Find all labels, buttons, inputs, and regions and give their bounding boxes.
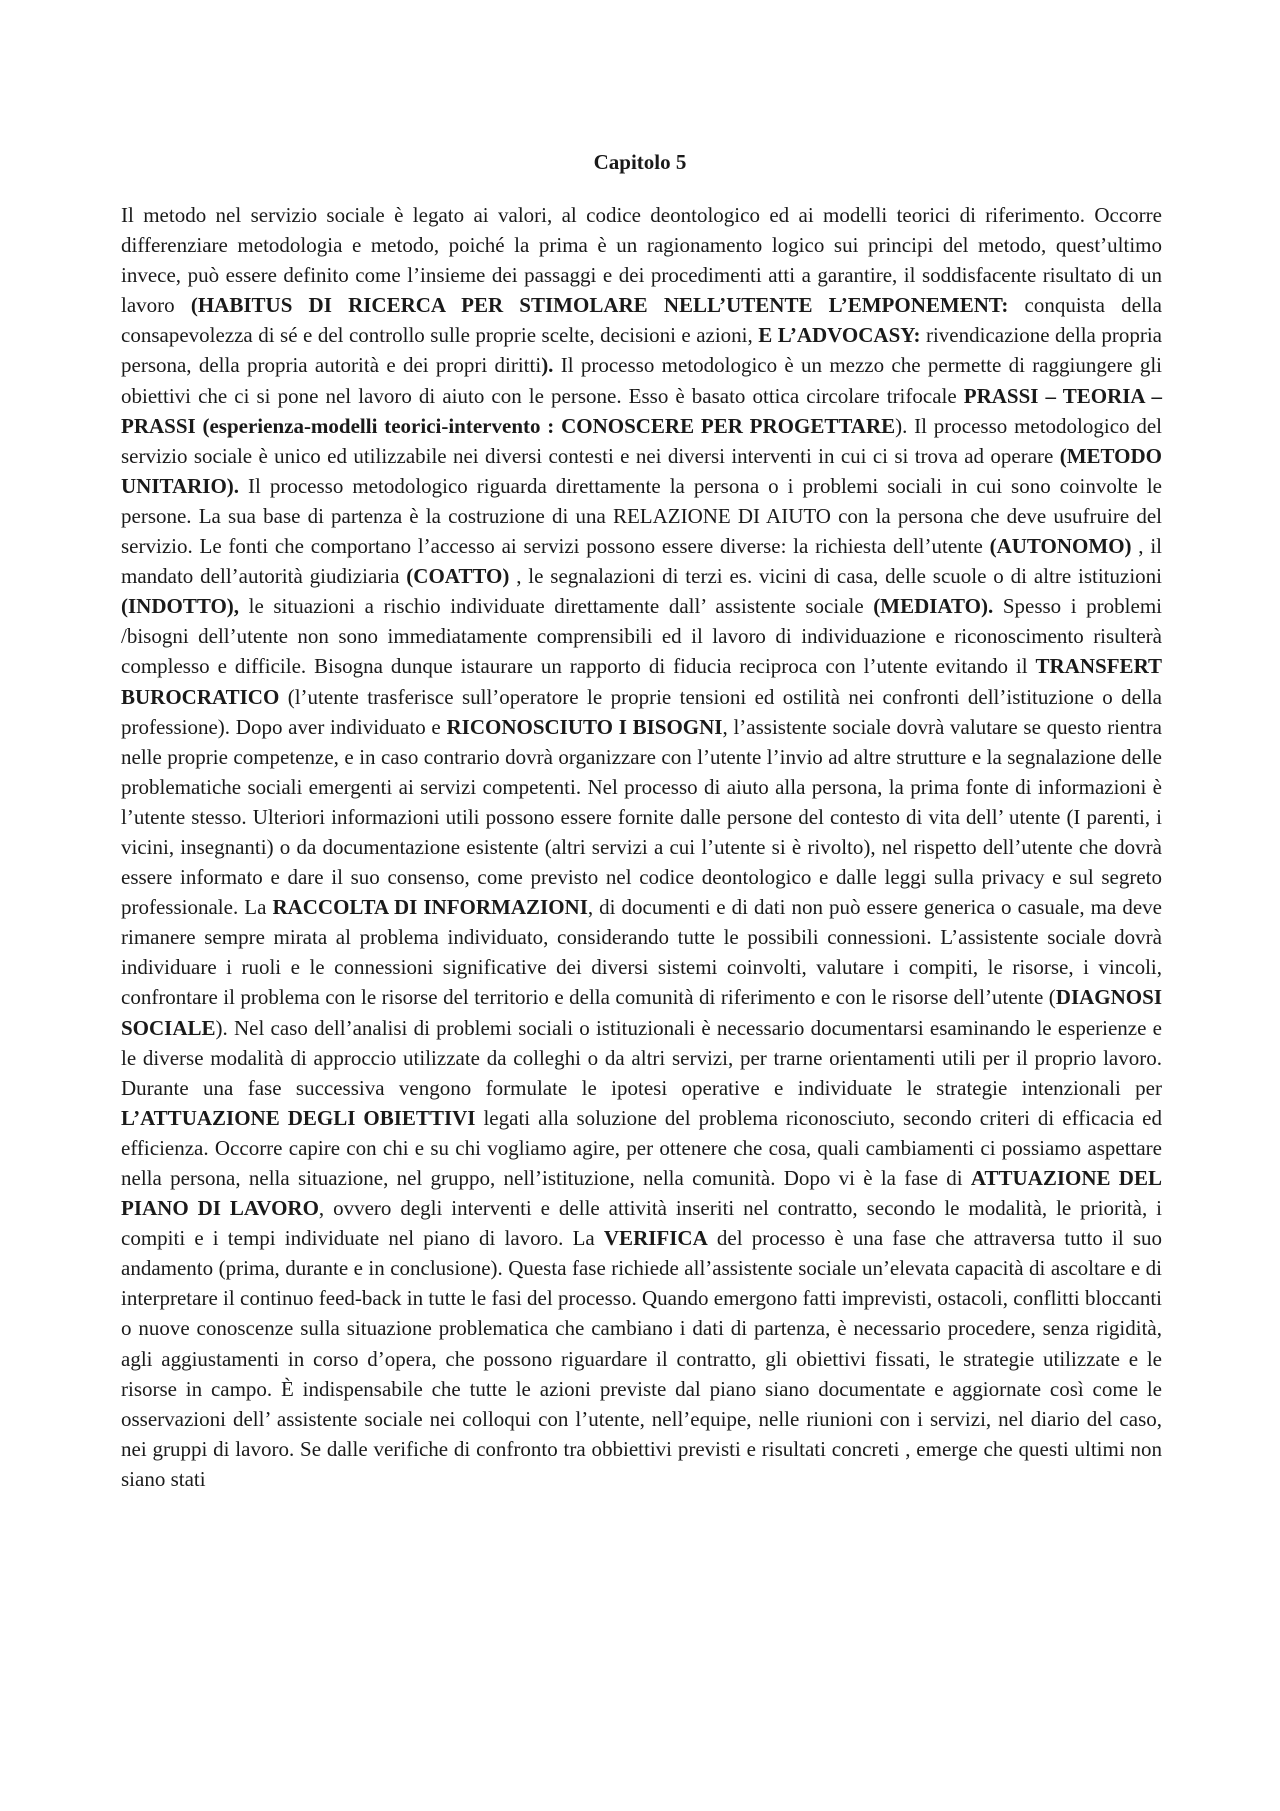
- text-run: Il processo metodologico riguarda direttamente la persona o i problemi sociali in cui sono coinvolte le persone. La sua base di partenza è la costruzione di una RELAZIONE DI AIUTO con la persona che deve usufruire del servizio. Le fonti che comportano l’accesso ai servizi possono essere diverse: la richiesta dell’utente: [121, 473, 1162, 559]
- text-run: , di documenti e di dati non può essere generica o casuale, ma deve rimanere sempre mirata al problema individuato, considerando tutte le possibili connessioni. L’assistente sociale dovrà individuare i ruoli e le connessioni significative dei diversi sistemi coinvolti, valutare i compiti, le risorse, i vincoli, confrontare il problema con le risorse del territorio e della comunità di riferimento e con le risorse dell’utente (: [121, 895, 1162, 1010]
- text-run: le situazioni a rischio individuate direttamente dall’ assistente sociale: [239, 594, 874, 619]
- text-run: , il mandato dell’autorità giudiziaria: [121, 534, 1162, 589]
- text-run: Il processo metodologico è un mezzo che permette di raggiungere gli obiettivi che ci si pone nel lavoro di aiuto con le persone. Esso è basato ottica circolare trifocale: [121, 353, 1162, 408]
- text-run: , le segnalazioni di terzi es. vicini di casa, delle scuole o di altre istituzioni: [509, 564, 1162, 589]
- chapter-title: Capitolo 5: [593, 150, 687, 174]
- text-run: del processo è una fase che attraversa tutto il suo andamento (prima, durante e in conclusione). Questa fase richiede all’assistente sociale un’elevata capacità di ascoltare e di interpretare il continuo feed-back in tutte le fasi del processo. Quando emergono fatti imprevisti, ostacoli, conflitti bloccanti o nuove conoscenze sulla situazione problematica che cambiano i dati di partenza, è necessario procedere, senza rigidità, agli aggiustamenti in corso d’opera, che possono riguardare il contratto, gli obiettivi fissati, le strategie utilizzate e le risorse in campo. È indispensabile che tutte le azioni previste dal piano siano documentate e aggiornate così come le osservazioni dell’ assistente sociale nei colloqui con l’utente, nell’equipe, nelle riunioni con i servizi, nel diario del caso, nei gruppi di lavoro. Se dalle verifiche di confronto tra obbiettivi previsti e risultati concreti , emerge che questi ultimi non siano stati: [121, 1226, 1162, 1491]
- bold-text-run: L’ATTUAZIONE DEGLI OBIETTIVI: [121, 1105, 476, 1130]
- bold-text-run: ).: [541, 353, 554, 378]
- bold-text-run: (HABITUS DI RICERCA PER STIMOLARE NELL’UTENTE L’EMPONEMENT:: [190, 293, 1009, 318]
- text-run: ). Nel caso dell’analisi di problemi sociali o istituzionali è necessario documentarsi esaminando le esperienze e le diverse modalità di approccio utilizzate da colleghi o da altri servizi, per trarne orientamenti utili per il proprio lavoro. Durante una fase successiva vengono formulate le ipotesi operative e individuate le strategie intenzionali per: [121, 1015, 1162, 1100]
- bold-text-run: (METODO UNITARIO).: [121, 443, 1162, 498]
- text-run: legati alla soluzione del problema riconosciuto, secondo criteri di efficacia ed efficienza. Occorre capire con chi e su chi vogliamo agire, per ottenere che cosa, quali cambiamenti ci possiamo aspettare nella persona, nella situazione, nel gruppo, nell’istituzione, nella comunità. Dopo vi è la fase di: [121, 1105, 1162, 1190]
- text-run: Il metodo nel servizio sociale è legato ai valori, al codice deontologico ed ai modelli teorici di riferimento. Occorre differenziare metodologia e metodo, poiché la prima è un ragionamento logico sui principi del metodo, quest’ultimo invece, può essere definito come l’insieme dei passaggi e dei procedimenti atti a garantire, il soddisfacente risultato di un lavoro: [121, 203, 1162, 318]
- bold-text-run: DIAGNOSI SOCIALE: [121, 985, 1162, 1040]
- text-run: Spesso i problemi /bisogni dell’utente non sono immediatamente comprensibili ed il lavoro di individuazione e riconoscimento risulterà complesso e difficile. Bisogna dunque istaurare un rapporto di fiducia reciproca con l’utente evitando il: [121, 594, 1162, 679]
- bold-text-run: PRASSI – TEORIA – PRASSI (esperienza-modelli teorici-intervento : CONOSCERE PER PROGETTARE: [121, 383, 1162, 438]
- bold-text-run: TRANSFERT BUROCRATICO: [121, 654, 1162, 709]
- bold-text-run: (MEDIATO).: [873, 594, 994, 619]
- bold-text-run: (AUTONOMO): [989, 534, 1132, 559]
- bold-text-run: (INDOTTO),: [121, 594, 240, 619]
- bold-text-run: VERIFICA: [603, 1226, 708, 1251]
- text-run: , ovvero degli interventi e delle attività inseriti nel contratto, secondo le modalità, le priorità, i compiti e i tempi individuate nel piano di lavoro. La: [121, 1196, 1162, 1251]
- bold-text-run: (COATTO): [406, 564, 510, 589]
- text-run: (l’utente trasferisce sull’operatore le proprie tensioni ed ostilità nei confronti dell’istituzione o della professione). Dopo aver individuato e: [121, 684, 1162, 739]
- text-run: conquista della consapevolezza di sé e del controllo sulle proprie scelte, decisioni e azioni,: [121, 293, 1162, 348]
- bold-text-run: RACCOLTA DI INFORMAZIONI: [272, 895, 588, 920]
- bold-text-run: E L’ADVOCASY:: [758, 323, 921, 348]
- body-paragraph: [121, 200, 1162, 1494]
- text-run: ). Il processo metodologico del servizio sociale è unico ed utilizzabile nei diversi contesti e nei diversi interventi in cui ci si trova ad operare: [121, 413, 1162, 468]
- bold-text-run: RICONOSCIUTO I BISOGNI: [446, 714, 723, 739]
- text-run: rivendicazione della propria persona, della propria autorità e dei propri diritti: [121, 323, 1162, 378]
- text-run: , l’assistente sociale dovrà valutare se questo rientra nelle proprie competenze, e in caso contrario dovrà organizzare con l’utente l’invio ad altre strutture e la segnalazione delle problematiche sociali emergenti ai servizi competenti. Nel processo di aiuto alla persona, la prima fonte di informazioni è l’utente stesso. Ulteriori informazioni utili possono essere fornite dalle persone del contesto di vita dell’ utente (I parenti, i vicini, insegnanti) o da documentazione esistente (altri servizi a cui l’utente si è rivolto), nel rispetto dell’utente che dovrà essere informato e dare il suo consenso, come previsto nel codice deontologico e dalle leggi sulla privacy e sul segreto professionale. La: [121, 714, 1162, 920]
- bold-text-run: ATTUAZIONE DEL PIANO DI LAVORO: [121, 1166, 1162, 1221]
